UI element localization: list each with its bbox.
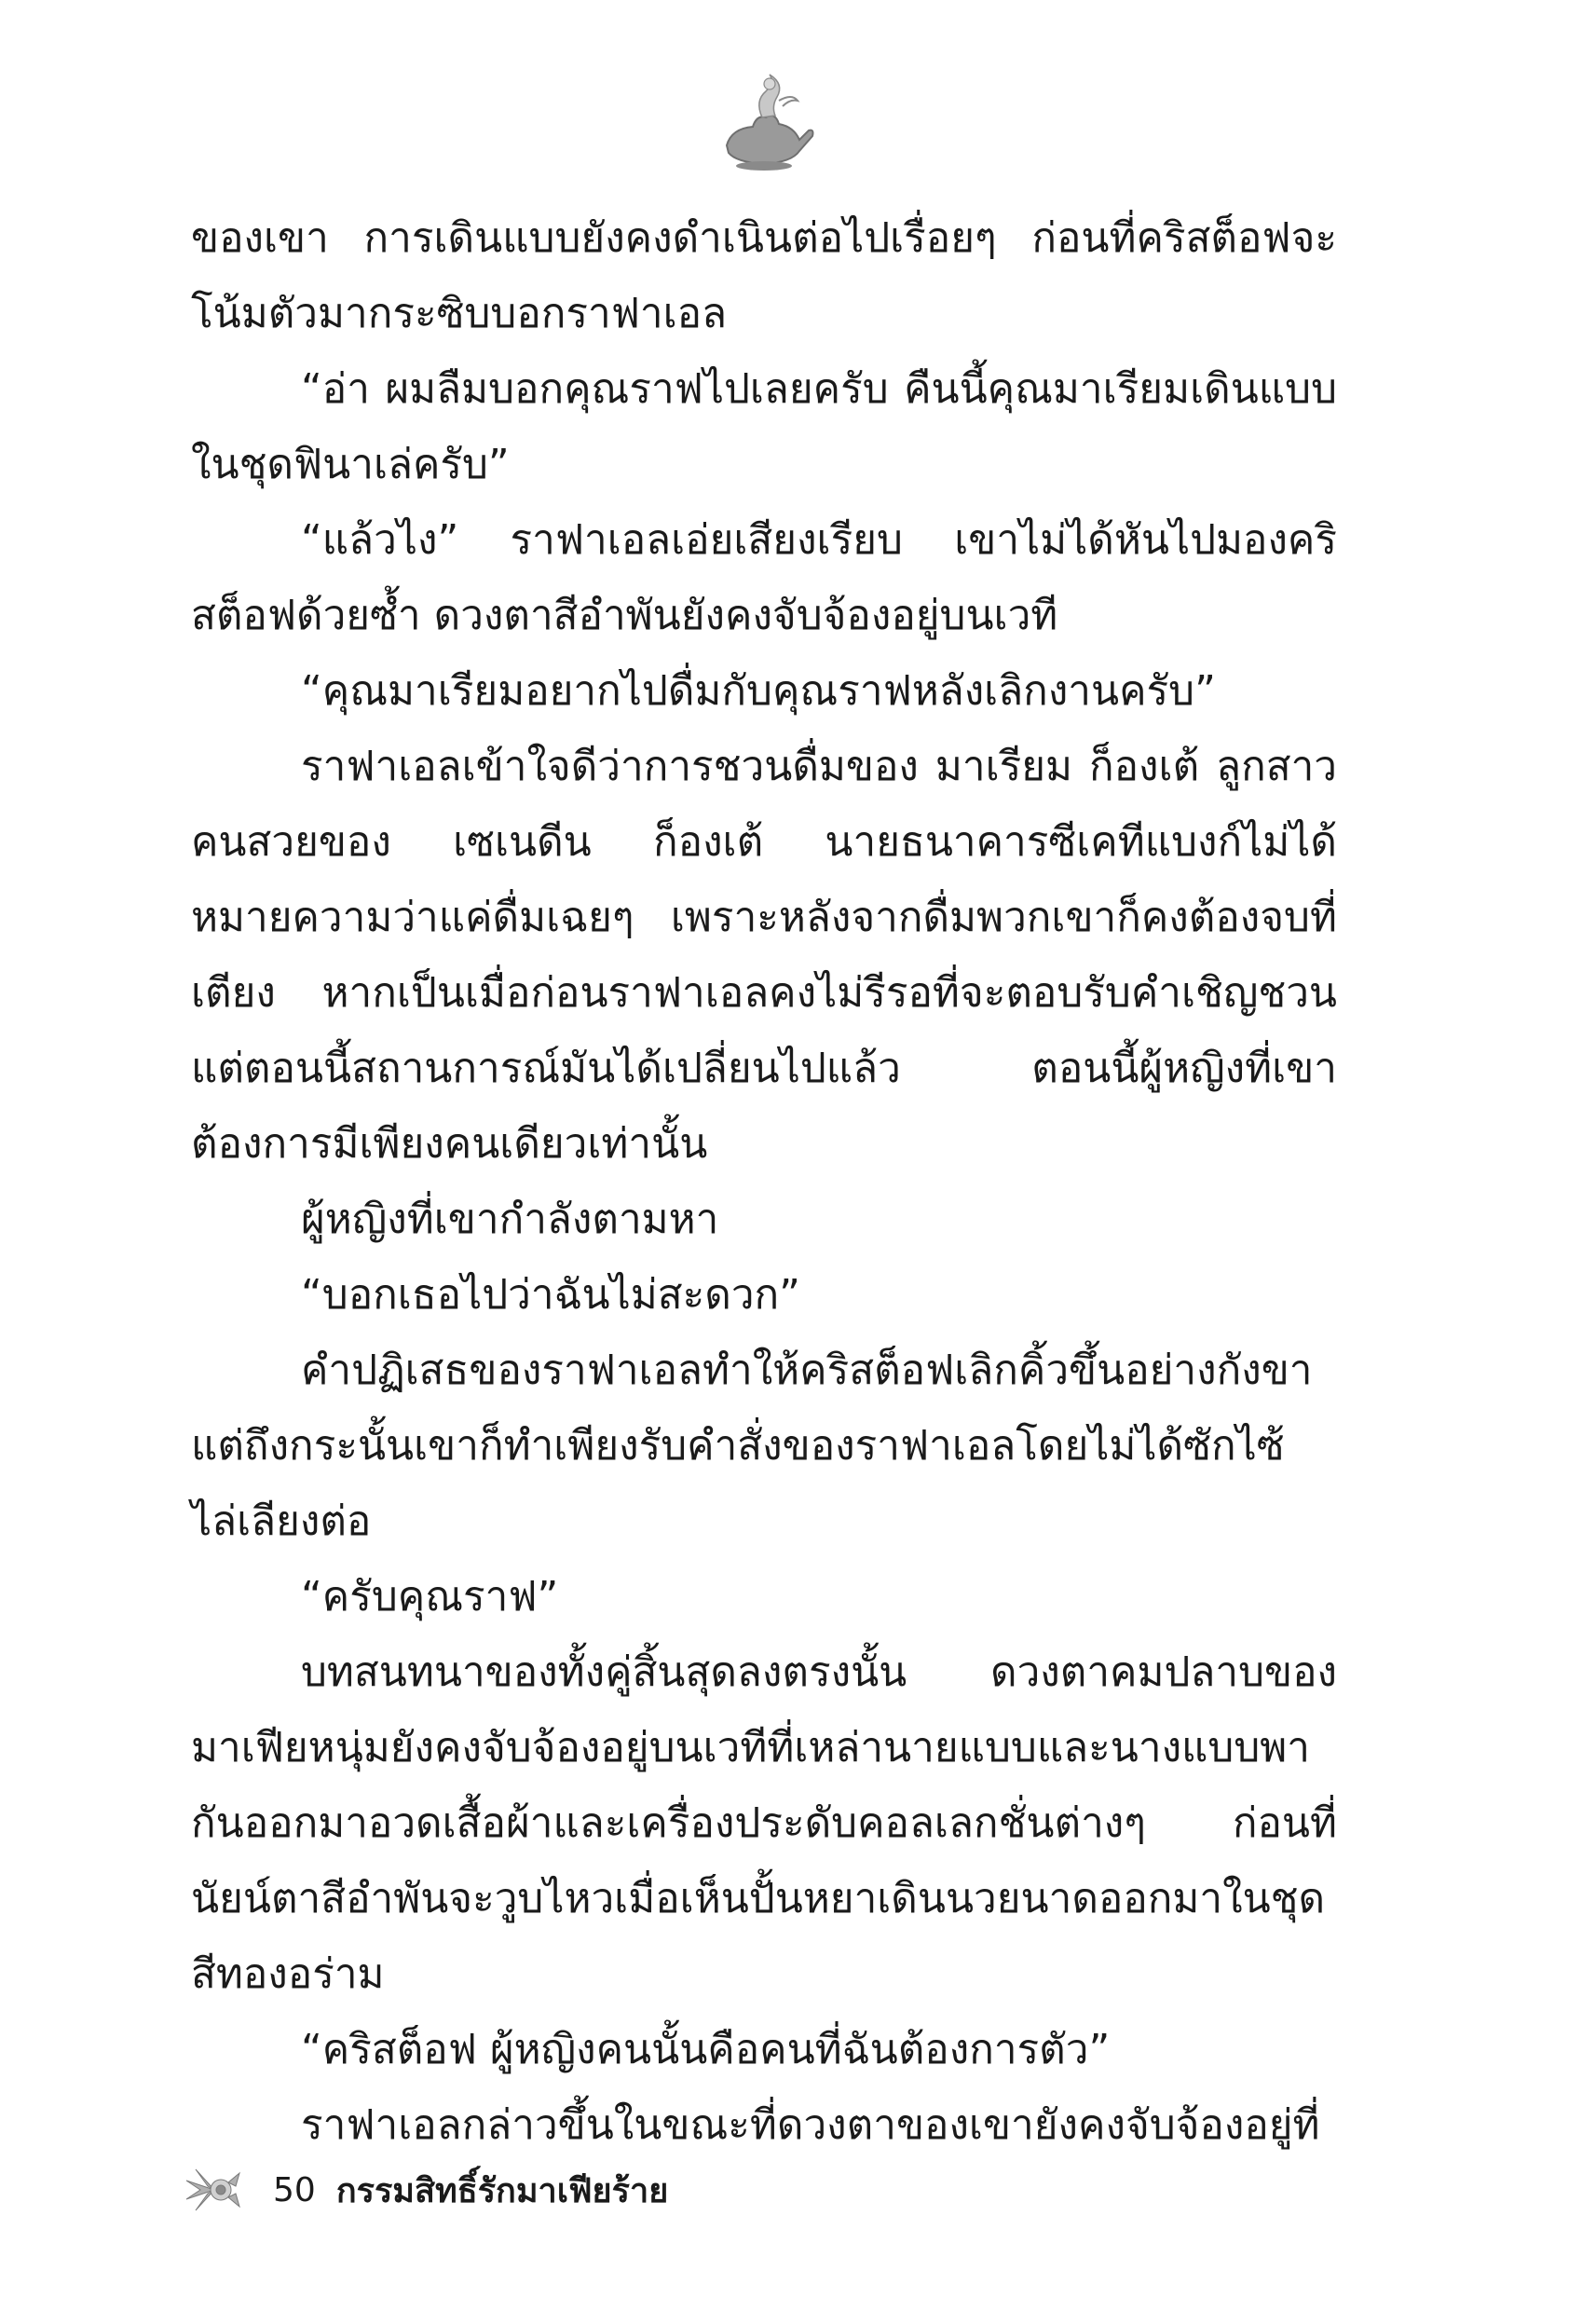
page-number: 50 [273, 2170, 316, 2209]
paragraph-9: “ครับคุณราฟ” [301, 1573, 559, 1620]
paragraph-11: “คริสต็อฟ ผู้หญิงคนนั้นคือคนที่ฉันต้องการตัว” [301, 2026, 1111, 2073]
paragraph-8: คำปฏิเสธของราฟาเอลทำให้คริสต็อฟเลิกคิ้วขึ้นอย่างกังขา แต่ถึงกระนั้นเขาก็ทำเพียงรับคำสั่งของราฟาเอลโดยไม่ได้ซักไซ้ไล่เลียงต่อ [191, 1347, 1313, 1545]
paragraph-10: บทสนทนาของทั้งคู่สิ้นสุดลงตรงนั้น ดวงตาคมปลาบของมาเฟียหนุ่มยังคงจับจ้องอยู่บนเวทีที่เหล่านายแบบและนางแบบพากันออกมาอวดเสื้อผ้าและเครื่องประดับคอลเลกชั่นต่างๆ ก่อนที่นัยน์ตาสีอำพันจะวูบไหวเมื่อเห็นปั้นหยาเดินนวยนาดออกมาในชุดสีทองอร่าม [191, 1648, 1337, 1998]
paragraph-5: ราฟาเอลเข้าใจดีว่าการชวนดื่มของ มาเรียม ก็องเต้ ลูกสาวคนสวยของ เซเนดีน ก็องเต้ นายธนาคารซีเคทีแบงก์ไม่ได้หมายความว่าแค่ดื่มเฉยๆ เพราะหลังจากดื่มพวกเขาก็คงต้องจบที่เตียง หากเป็นเมื่อก่อนราฟาเอลคงไม่รีรอที่จะตอบรับคำเชิญชวนแต่ตอนนี้สถานการณ์มันได้เปลี่ยนไปแล้ว ตอนนี้ผู้หญิงที่เขาต้องการมีเพียงคนเดียวเท่านั้น [191, 743, 1337, 1168]
paragraph-1: ของเขา การเดินแบบยังคงดำเนินต่อไปเรื่อยๆ ก่อนที่คริสต็อฟจะโน้มตัวมากระซิบบอกราฟาเอล [191, 214, 1337, 337]
paragraph-3: “แล้วไง” ราฟาเอลเอ่ยเสียงเรียบ เขาไม่ได้หันไปมองคริสต็อฟด้วยซ้ำ ดวงตาสีอำพันยังคงจับจ้องอยู่บนเวที [191, 516, 1337, 639]
flower-ornament-icon [182, 2162, 247, 2218]
paragraph-12: ราฟาเอลกล่าวขึ้นในขณะที่ดวงตาของเขายังคงจับจ้องอยู่ที่ [301, 2101, 1320, 2149]
paragraph-2: “อ่า ผมลืมบอกคุณราฟไปเลยครับ คืนนี้คุณมาเรียมเดินแบบในชุดฟินาเล่ครับ” [191, 365, 1337, 488]
lamp-genie-icon [708, 73, 820, 175]
paragraph-6: ผู้หญิงที่เขากำลังตามหา [301, 1196, 719, 1243]
paragraph-7: “บอกเธอไปว่าฉันไม่สะดวก” [301, 1271, 800, 1319]
page-footer [182, 2162, 668, 2218]
paragraph-4: “คุณมาเรียมอยากไปดื่มกับคุณราฟหลังเลิกงานครับ” [301, 667, 1216, 715]
book-title: กรรมสิทธิ์รักมาเฟียร้าย [335, 2171, 669, 2210]
body-text [191, 200, 1337, 2163]
